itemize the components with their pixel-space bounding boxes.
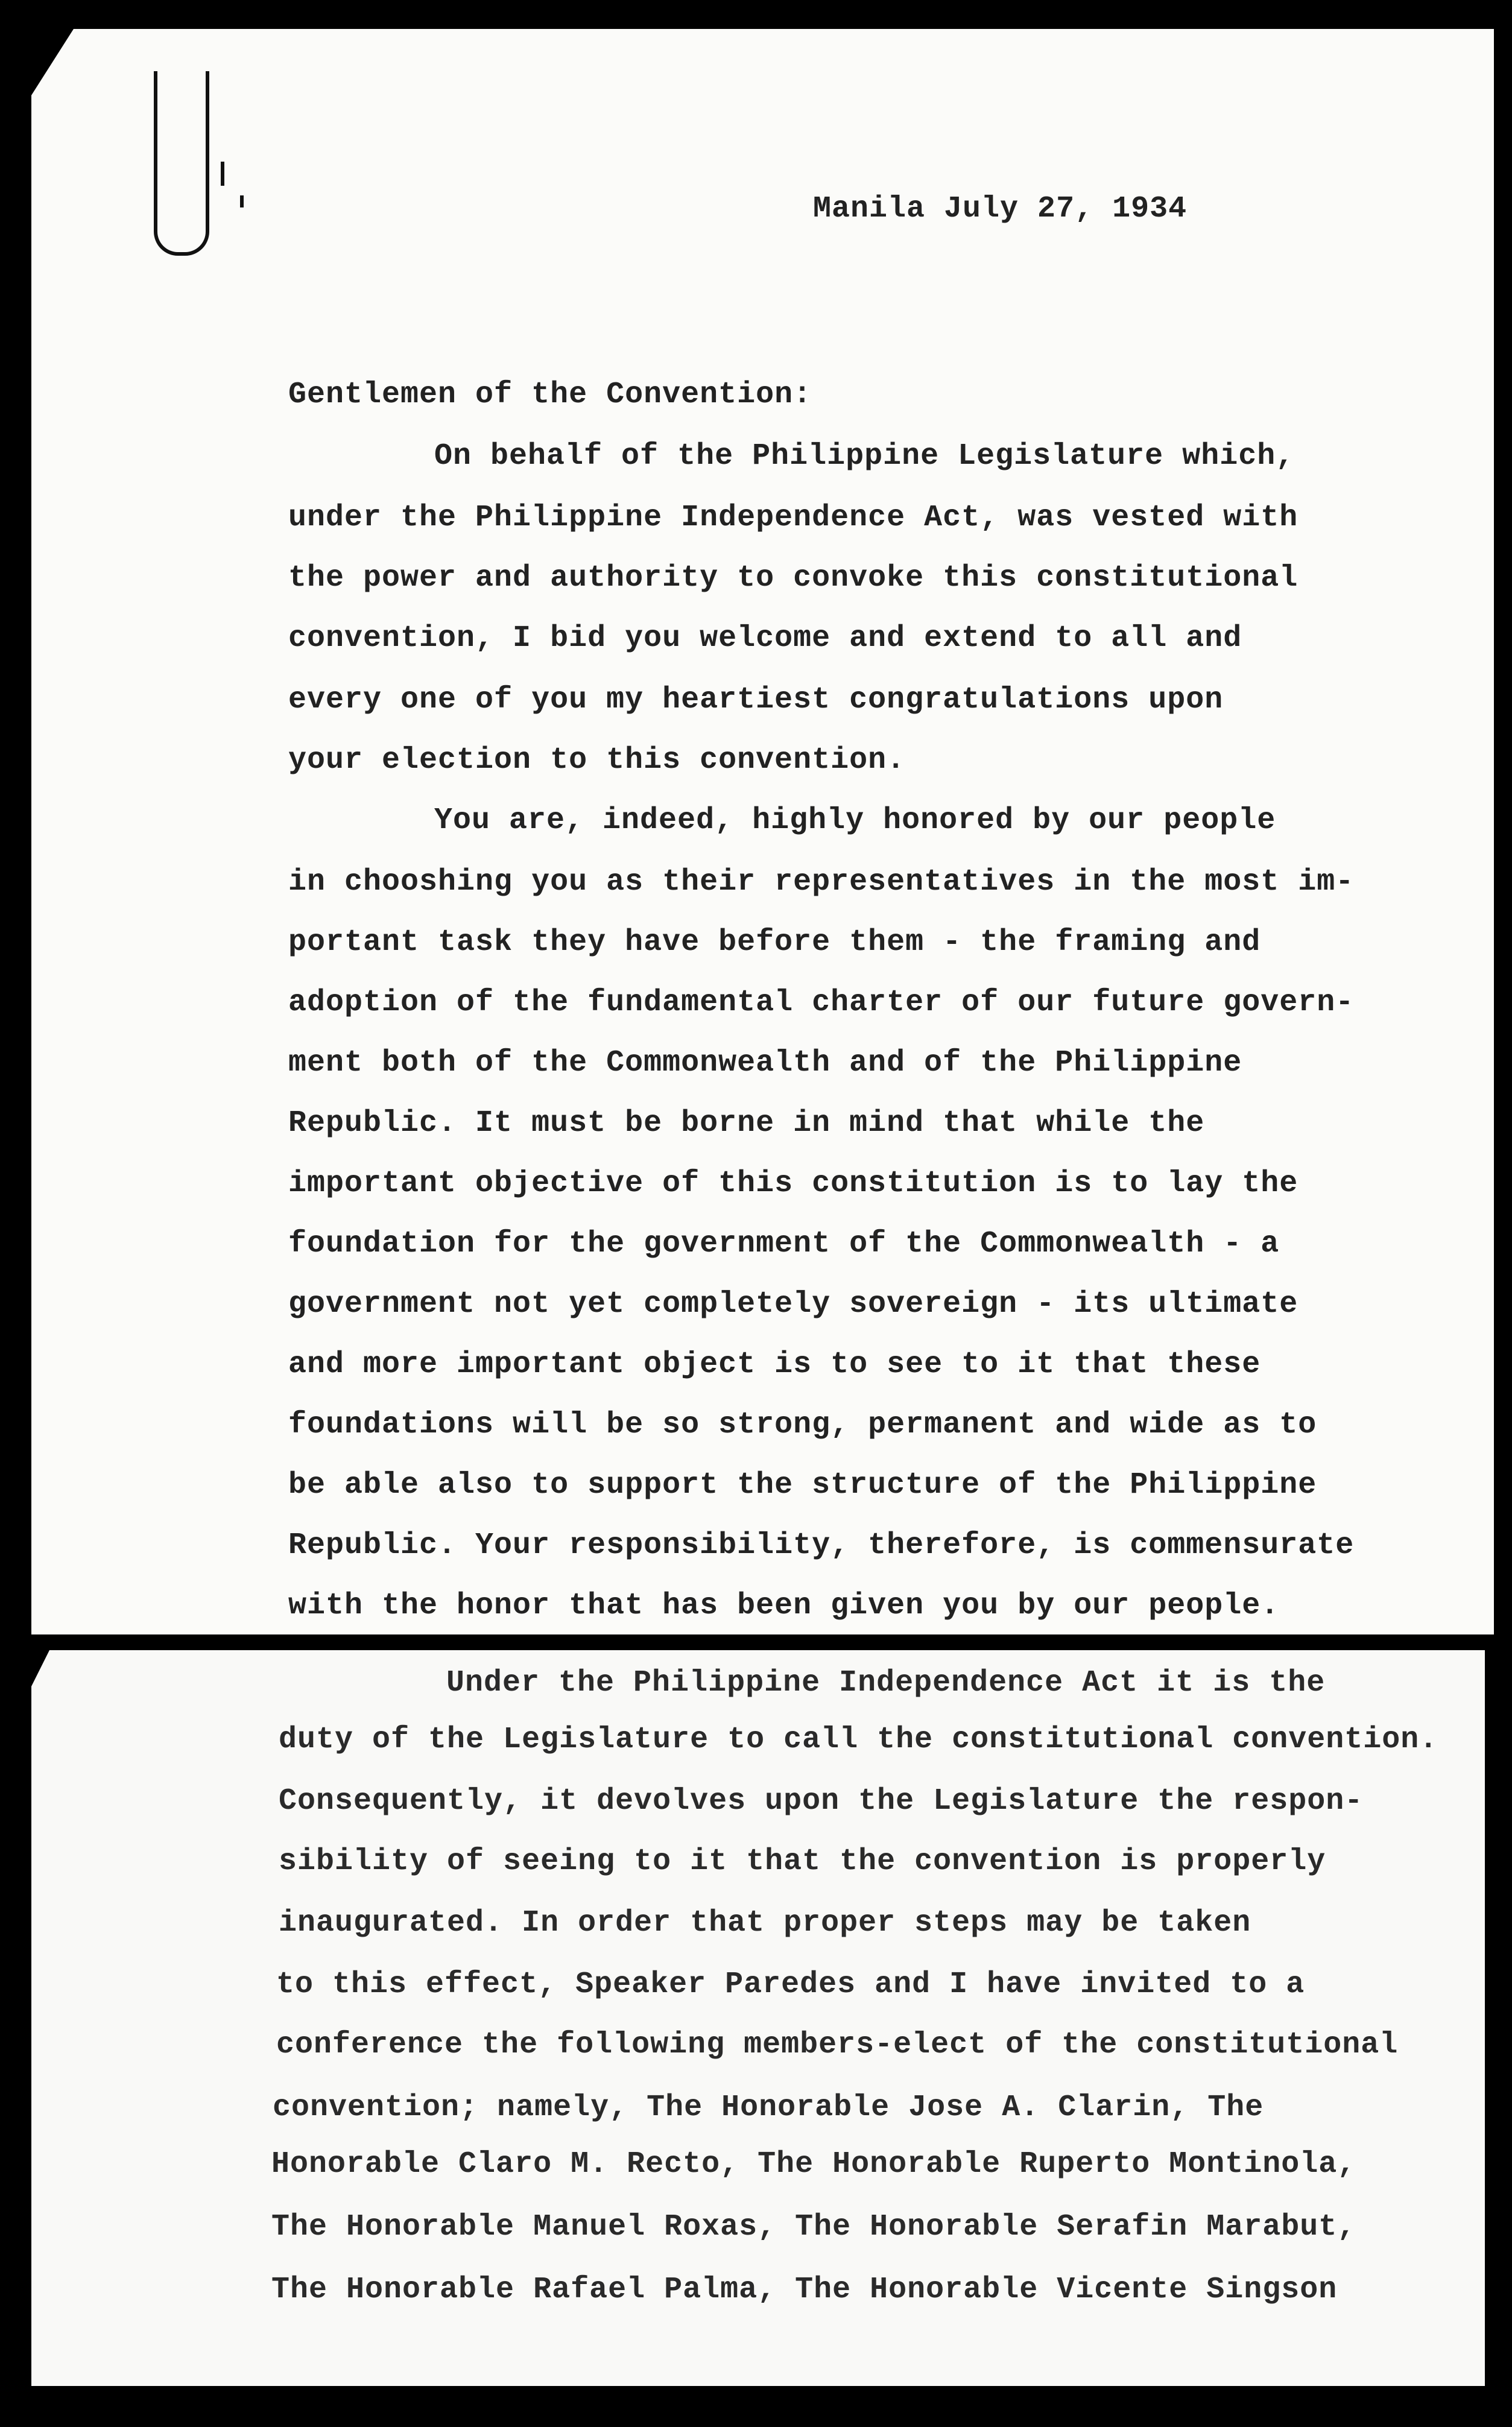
text-line: You are, indeed, highly honored by our people [434,803,1276,838]
text-line: in chooshing you as their representatives in the most im- [288,865,1355,899]
text-line: Republic. It must be borne in mind that while the [288,1106,1205,1141]
text-line: sibility of seeing to it that the convention is properly [279,1844,1326,1879]
text-line: Honorable Claro M. Recto, The Honorable Ruperto Montinola, [271,2147,1356,2182]
text-line: inaugurated. In order that proper steps may be taken [279,1906,1251,1940]
text-line: important objective of this constitution is to lay the [288,1166,1298,1201]
text-line: Consequently, it devolves upon the Legislature the respon- [279,1784,1364,1818]
handwritten-mark [240,195,244,207]
text-line: On behalf of the Philippine Legislature which, [434,439,1295,473]
text-line: ment both of the Commonwealth and of the Philippine [288,1046,1242,1080]
text-line: The Honorable Manuel Roxas, The Honorable Serafin Marabut, [271,2210,1356,2244]
text-line: convention; namely, The Honorable Jose A. Clarin, The [273,2090,1264,2125]
folded-corner [31,1650,49,1686]
text-line: Under the Philippine Independence Act it is the [446,1666,1326,1700]
text-line: foundations will be so strong, permanent and wide as to [288,1408,1317,1442]
letter-date: Manila July 27, 1934 [813,192,1188,226]
text-line: to this effect, Speaker Paredes and I have invited to a [276,1967,1305,2002]
text-line: conference the following members-elect of the constitutional [276,2028,1399,2062]
text-line: Republic. Your responsibility, therefore, is commensurate [288,1528,1355,1563]
handwritten-mark [154,71,209,256]
text-line: under the Philippine Independence Act, was vested with [288,501,1298,535]
text-line: and more important object is to see to it that these [288,1347,1261,1382]
text-line: every one of you my heartiest congratulations upon [288,683,1224,717]
text-line: The Honorable Rafael Palma, The Honorable Vicente Singson [271,2273,1338,2307]
text-line: be able also to support the structure of the Philippine [288,1468,1317,1502]
text-line: portant task they have before them - the framing and [288,925,1261,960]
text-line: the power and authority to convoke this constitutional [288,561,1298,595]
text-line: adoption of the fundamental charter of our future govern- [288,986,1355,1020]
text-line: convention, I bid you welcome and extend to all and [288,621,1242,656]
folded-corner [31,29,74,95]
letter-salutation: Gentlemen of the Convention: [288,378,812,412]
text-line: with the honor that has been given you by our people. [288,1589,1280,1623]
text-line: government not yet completely sovereign - its ultimate [288,1287,1298,1321]
text-line: foundation for the government of the Commonwealth - a [288,1227,1280,1261]
text-line: your election to this convention. [288,743,906,777]
handwritten-mark [221,162,224,186]
text-line: duty of the Legislature to call the constitutional convention. [279,1723,1438,1757]
